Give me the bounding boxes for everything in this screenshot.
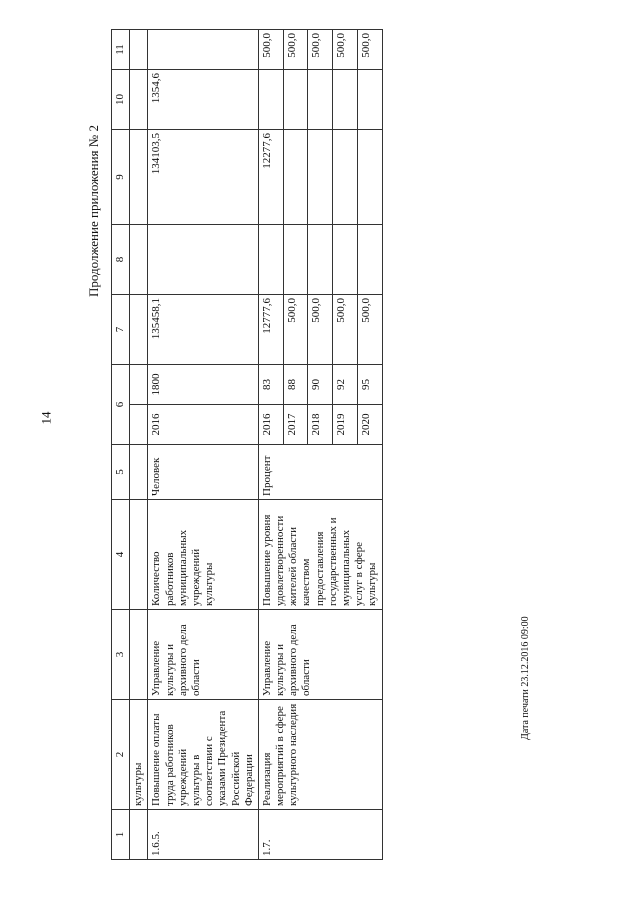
row-regional: 134103,5 [148,130,259,225]
col-header: 11 [112,30,130,70]
col-header: 6 [112,365,130,445]
table-cell [130,810,148,860]
row-total: 500,0 [308,295,333,365]
row-regional [283,130,308,225]
row-value: 1800 [148,365,259,405]
col-header: 4 [112,500,130,610]
row-local: 1354,6 [148,70,259,130]
row-indicator: Количество работников муниципальных учреждений культуры [148,500,259,610]
row-local [308,70,333,130]
row-extra [148,30,259,70]
row-unit: Человек [148,445,259,500]
row-value: 88 [283,365,308,405]
row-total: 500,0 [333,295,358,365]
row-fed [258,225,283,295]
row-code: 1.7. [258,810,382,860]
row-local [357,70,382,130]
row-year: 2018 [308,405,333,445]
row-fed [333,225,358,295]
row-local [258,70,283,130]
col-header: 7 [112,295,130,365]
row-total: 500,0 [283,295,308,365]
table-row [258,30,283,860]
annex-title: Продолжение приложения № 2 [86,125,101,297]
section-row [130,30,148,860]
row-fed [357,225,382,295]
row-year: 2017 [283,405,308,445]
row-value: 90 [308,365,333,405]
row-executor: Управление культуры и архивного дела области [258,610,382,700]
row-value: 92 [333,365,358,405]
table-row [148,30,259,860]
col-header: 2 [112,700,130,810]
row-value: 83 [258,365,283,405]
col-header: 1 [112,810,130,860]
page-number: 14 [38,411,54,425]
row-year: 2019 [333,405,358,445]
col-header: 10 [112,70,130,130]
row-name: Реализация мероприятий в сфере культурного наследия [258,700,382,810]
row-fed [308,225,333,295]
row-local [283,70,308,130]
row-local [333,70,358,130]
program-table [111,29,383,860]
row-regional: 12277,6 [258,130,283,225]
row-extra: 500,0 [283,30,308,70]
header-row [112,30,130,860]
section-label: культуры [130,700,148,810]
col-header: 5 [112,445,130,500]
col-header: 9 [112,130,130,225]
row-extra: 500,0 [308,30,333,70]
row-total: 500,0 [357,295,382,365]
print-date: Дата печати 23.12.2016 09:00 [520,616,531,740]
row-total: 135458,1 [148,295,259,365]
col-header: 8 [112,225,130,295]
row-value: 95 [357,365,382,405]
row-fed [148,225,259,295]
col-header: 3 [112,610,130,700]
row-executor: Управление культуры и архивного дела области [148,610,259,700]
row-year: 2020 [357,405,382,445]
row-extra: 500,0 [333,30,358,70]
row-extra: 500,0 [357,30,382,70]
row-code: 1.6.5. [148,810,259,860]
row-year: 2016 [148,405,259,445]
row-fed [283,225,308,295]
data-table-rotated [111,30,383,860]
row-unit: Процент [258,445,382,500]
row-regional [308,130,333,225]
row-indicator: Повышение уровня удовлетворенности жителей области качеством предоставления государственных и муниципальных услуг в сфере культуры [258,500,382,610]
row-extra: 500,0 [258,30,283,70]
row-year: 2016 [258,405,283,445]
row-regional [357,130,382,225]
row-name: Повышение оплаты труда работников учреждений культуры в соответствии с указами Президента Российской Федерации [148,700,259,810]
row-regional [333,130,358,225]
row-total: 12777,6 [258,295,283,365]
